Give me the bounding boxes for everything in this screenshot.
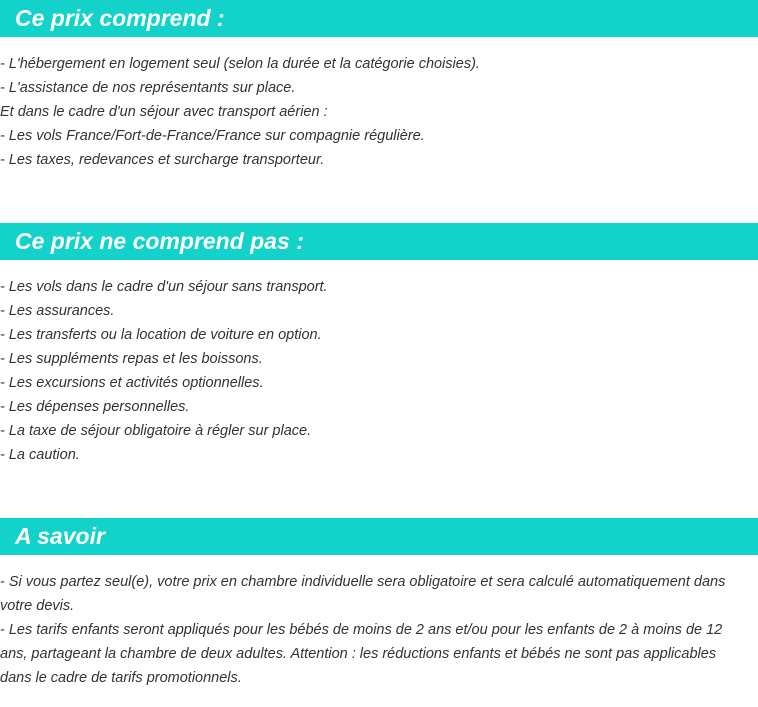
section-title-included: Ce prix comprend :: [0, 0, 758, 37]
list-item: - Les suppléments repas et les boissons.: [0, 351, 263, 367]
list-item: - Les vols dans le cadre d'un séjour sans transport.: [0, 279, 328, 295]
paragraph: - Les tarifs enfants seront appliqués pour les bébés de moins de 2 ans et/ou pour les enfants de 2 à moins de 12 ans, partageant la chambre de deux adultes. Attention : les réductions enfants et bébés ne sont pas applicables dans le cadre de tarifs promotionnels.: [0, 622, 723, 686]
list-item: - La caution.: [0, 447, 80, 463]
list-item: Et dans le cadre d'un séjour avec transport aérien :: [0, 104, 328, 120]
section-body-not-included: [0, 275, 758, 467]
list-item: - Les dépenses personnelles.: [0, 399, 190, 415]
list-item: - L'hébergement en logement seul (selon la durée et la catégorie choisies).: [0, 56, 480, 72]
section-title-good-to-know: A savoir: [0, 518, 758, 555]
list-item: - L'assistance de nos représentants sur place.: [0, 80, 296, 96]
list-item: - Les assurances.: [0, 303, 115, 319]
list-item: - La taxe de séjour obligatoire à régler sur place.: [0, 423, 312, 439]
list-item: - Les vols France/Fort-de-France/France sur compagnie régulière.: [0, 128, 425, 144]
list-item: - Les excursions et activités optionnelles.: [0, 375, 264, 391]
list-item: - Les transferts ou la location de voiture en option.: [0, 327, 322, 343]
section-title-not-included: Ce prix ne comprend pas :: [0, 223, 758, 260]
section-body-included: [0, 52, 758, 172]
list-item: - Les taxes, redevances et surcharge transporteur.: [0, 152, 325, 168]
section-body-good-to-know: [0, 570, 750, 690]
paragraph: - Si vous partez seul(e), votre prix en chambre individuelle sera obligatoire et sera calculé automatiquement dans votre devis.: [0, 574, 726, 614]
